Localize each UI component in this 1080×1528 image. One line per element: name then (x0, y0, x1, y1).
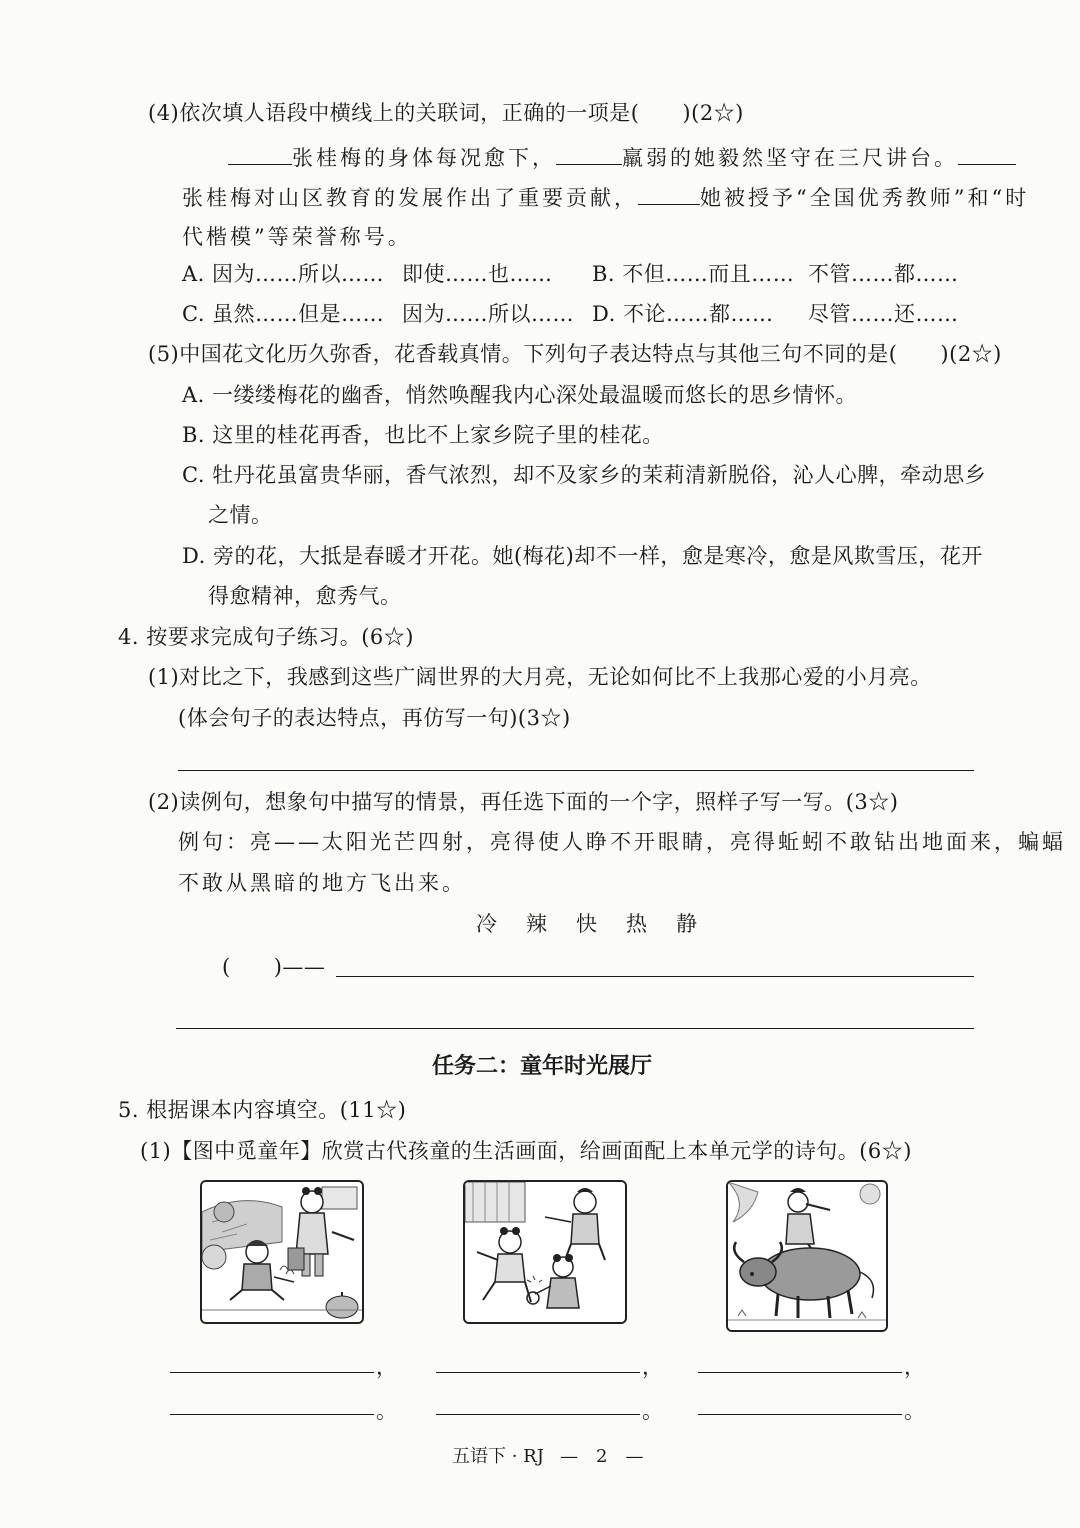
option-c1: C. 虽然……但是…… (182, 302, 385, 326)
option-b1: B. 不但……而且…… (592, 262, 795, 286)
passage-text: 张桂梅的身体每况愈下， (292, 146, 556, 170)
poem2-line1-blank[interactable] (436, 1372, 640, 1373)
q3-5-option-d-line1: D. 旁的花，大抵是春暖才开花。她(梅花)却不一样，愈是寒冷，愈是风欺雪压，花开 (182, 544, 983, 568)
q3-4-passage-line3: 代楷模”等荣誉称号。 (182, 225, 412, 249)
poem2-line2-blank[interactable] (436, 1414, 640, 1415)
poem3-comma: ， (904, 1355, 926, 1379)
q4-title: 4. 按要求完成句子练习。(6☆) (118, 625, 414, 649)
answer-blank[interactable] (556, 142, 622, 165)
poem2-period: 。 (642, 1399, 664, 1423)
q4-1-answer-line[interactable] (178, 770, 974, 771)
q4-1-line2: (体会句子的表达特点，再仿写一句)(3☆) (178, 706, 571, 730)
q3-5-option-b: B. 这里的桂花再香，也比不上家乡院子里的桂花。 (182, 423, 664, 447)
option-a2: 即使……也…… (402, 262, 553, 286)
poem3-period: 。 (904, 1399, 926, 1423)
illustration-children-playing (463, 1180, 627, 1324)
q3-5-option-c-line1: C. 牡丹花虽富贵华丽，香气浓烈，却不及家乡的茉莉清新脱俗，沁人心脾，牵动思乡 (182, 463, 987, 487)
poem1-line1-blank[interactable] (170, 1372, 374, 1373)
q3-5-option-d-line2: 得愈精神，愈秀气。 (208, 584, 402, 608)
q3-5-stem: (5)中国花文化历久弥香，花香载真情。下列句子表达特点与其他三句不同的是( )(2☆) (148, 342, 1002, 366)
answer-blank[interactable] (228, 142, 292, 165)
footer-book-label: 五语下 · RJ (452, 1446, 544, 1467)
q4-2-example-line1: 例句：亮——太阳光芒四射，亮得使人睁不开眼睛，亮得蚯蚓不敢钻出地面来，蝙蝠 (178, 830, 1066, 854)
q4-2-answer-line2[interactable] (176, 1028, 974, 1029)
q3-4-stem: (4)依次填人语段中横线上的关联词，正确的一项是( )(2☆) (148, 101, 744, 125)
q4-2-line1: (2)读例句，想象句中描写的情景，再任选下面的一个字，照样子写一写。(3☆) (148, 790, 899, 814)
task2-heading: 任务二：童年时光展厅 (432, 1054, 653, 1079)
footer-page-number: — 2 — (560, 1446, 644, 1467)
answer-blank[interactable] (958, 142, 1016, 165)
q3-4-passage-line2 (182, 182, 1029, 213)
q4-2-answer-line1[interactable] (336, 976, 974, 977)
option-d2: 尽管……还…… (808, 302, 959, 326)
poem3-line1-blank[interactable] (698, 1372, 902, 1373)
q5-1-stem: (1)【图中觅童年】欣赏古代孩童的生活画面，给画面配上本单元学的诗句。(6☆) (140, 1139, 912, 1163)
poem3-line2-blank[interactable] (698, 1414, 902, 1415)
q4-2-choices: 冷 辣 快 热 静 (476, 912, 701, 936)
q5-title: 5. 根据课本内容填空。(11☆) (118, 1098, 407, 1122)
q4-2-example-line2: 不敢从黑暗的地方飞出来。 (178, 871, 466, 895)
poem1-line2-blank[interactable] (170, 1414, 374, 1415)
passage-text: 羸弱的她毅然坚守在三尺讲台。 (622, 146, 958, 170)
answer-blank[interactable] (638, 182, 700, 205)
q3-5-option-a: A. 一缕缕梅花的幽香，悄然唤醒我内心深处最温暖而悠长的思乡情怀。 (182, 383, 858, 407)
illustration-children-farming (200, 1180, 364, 1324)
poem1-comma: ， (376, 1355, 398, 1379)
passage-text: 张桂梅对山区教育的发展作出了重要贡献， (182, 186, 638, 210)
illustration-boy-on-buffalo (726, 1180, 888, 1332)
q4-1-line1: (1)对比之下，我感到这些广阔世界的大月亮，无论如何比不上我那心爱的小月亮。 (148, 665, 932, 689)
option-a1: A. 因为……所以…… (182, 262, 385, 286)
passage-text: 她被授予“全国优秀教师”和“时 (700, 186, 1030, 210)
q3-4-passage-line1 (228, 142, 1016, 173)
q3-5-option-c-line2: 之情。 (208, 503, 273, 527)
option-b2: 不管……都…… (808, 262, 959, 286)
option-d1: D. 不论……都…… (592, 302, 774, 326)
poem2-comma: ， (642, 1355, 664, 1379)
q4-2-answer-prefix: ( )—— (222, 955, 326, 979)
poem1-period: 。 (376, 1399, 398, 1423)
option-c2: 因为……所以…… (402, 302, 574, 326)
